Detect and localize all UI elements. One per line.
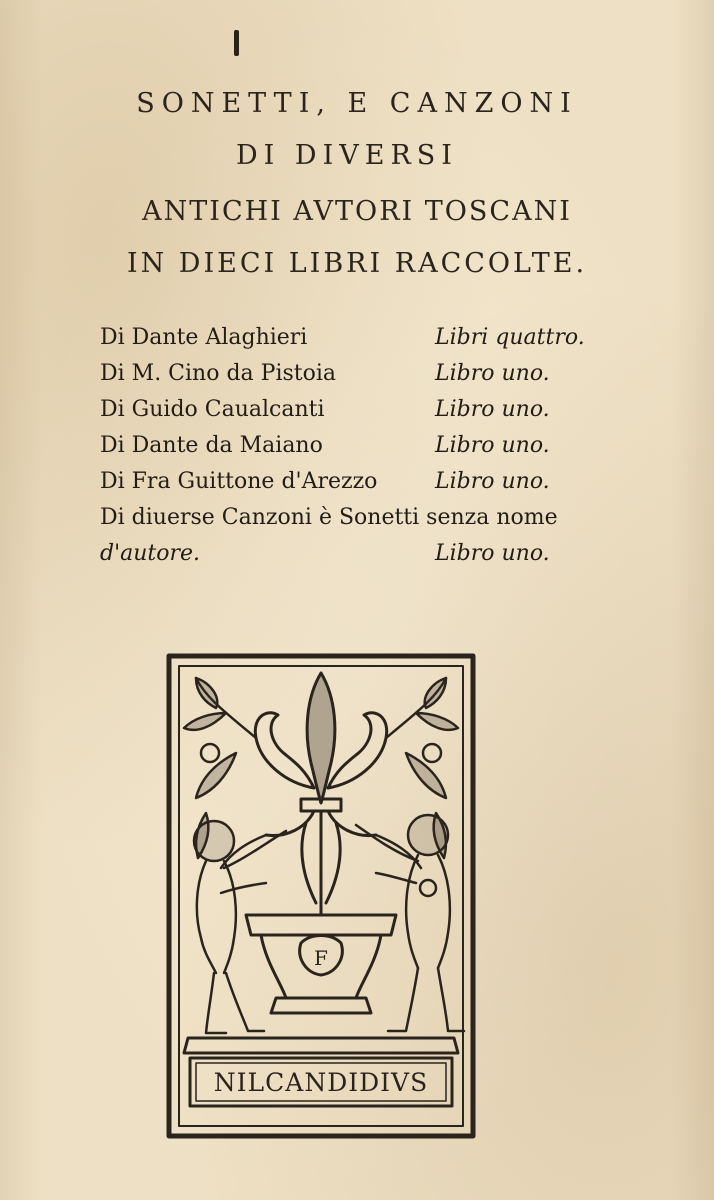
contents-row-cino [100, 361, 620, 397]
contents-row-anonymous-cont [100, 541, 620, 577]
printer-motto: NILCANDIDIVS [213, 1068, 429, 1097]
title-line-1: SONETTI, E CANZONI [136, 88, 578, 119]
ink-mark [234, 30, 239, 56]
putto-left-icon [194, 821, 286, 1033]
contents-row-guittone [100, 469, 620, 505]
author-name: d'autore. [100, 541, 201, 566]
book-count: Libro uno. [435, 541, 550, 566]
title-line-2: DI DIVERSI [236, 140, 458, 171]
title-line-4: IN DIECI LIBRI RACCOLTE. [126, 248, 588, 279]
author-name: Di Dante da Maiano [100, 433, 323, 458]
contents-row-dante [100, 325, 620, 361]
putto-right-icon [356, 815, 464, 1031]
contents-list [100, 325, 620, 577]
fleur-de-lis-icon [255, 673, 386, 913]
contents-row-anonymous [100, 505, 620, 541]
book-count: Libri quattro. [435, 325, 585, 350]
author-name: Di Dante Alaghieri [100, 325, 308, 350]
book-count: Libro uno. [435, 397, 550, 422]
book-count: Libro uno. [435, 469, 550, 494]
author-name: Di diuerse Canzoni è Sonetti senza nome [100, 505, 558, 530]
printer-device-woodcut [166, 653, 476, 1139]
author-name: Di Guido Caualcanti [100, 397, 325, 422]
contents-row-guido [100, 397, 620, 433]
vase-initial: F [314, 946, 328, 970]
title-line-3: ANTICHI AVTORI TOSCANI [142, 196, 572, 227]
book-count: Libro uno. [435, 361, 550, 386]
book-count: Libro uno. [435, 433, 550, 458]
contents-row-maiano [100, 433, 620, 469]
author-name: Di Fra Guittone d'Arezzo [100, 469, 378, 494]
author-name: Di M. Cino da Pistoia [100, 361, 337, 386]
